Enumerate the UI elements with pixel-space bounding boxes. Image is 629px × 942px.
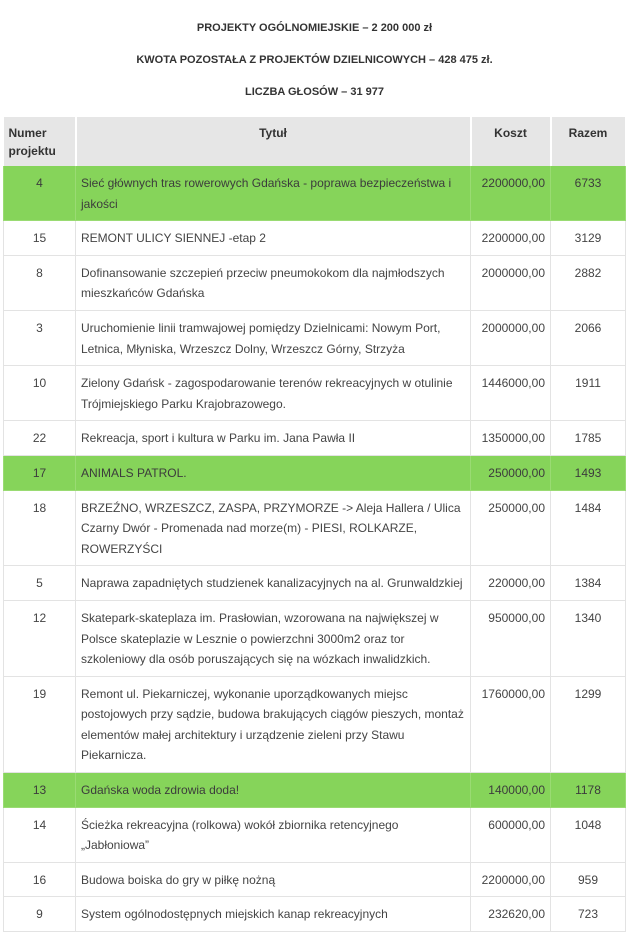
column-header-total: Razem xyxy=(551,117,626,166)
table-header-row xyxy=(4,117,626,166)
project-cost-cell: 250000,00 xyxy=(471,490,551,566)
project-number-cell: 15 xyxy=(4,221,76,256)
table-row xyxy=(4,421,626,456)
project-title-cell: ANIMALS PATROL. xyxy=(76,455,471,490)
table-row xyxy=(4,676,626,772)
project-total-cell: 1340 xyxy=(551,600,626,676)
project-number-cell: 14 xyxy=(4,807,76,862)
project-number-cell: 19 xyxy=(4,676,76,772)
project-cost-cell: 2200000,00 xyxy=(471,862,551,897)
results-table xyxy=(3,117,627,932)
project-cost-cell: 950000,00 xyxy=(471,600,551,676)
table-row xyxy=(4,221,626,256)
project-cost-cell: 2000000,00 xyxy=(471,310,551,365)
project-total-cell: 1911 xyxy=(551,366,626,421)
column-header-number-line1: Numer xyxy=(8,126,47,140)
project-number-cell: 9 xyxy=(4,897,76,932)
project-title-cell: Zielony Gdańsk - zagospodarowanie terenów rekreacyjnych w otulinie Trójmiejskiego Parku Krajobrazowego. xyxy=(76,366,471,421)
project-total-cell: 723 xyxy=(551,897,626,932)
summary-headers xyxy=(0,12,629,108)
project-title-cell: REMONT ULICY SIENNEJ -etap 2 xyxy=(76,221,471,256)
column-header-cost: Koszt xyxy=(471,117,551,166)
column-header-number xyxy=(4,117,76,166)
project-title-cell: Naprawa zapadniętych studzienek kanalizacyjnych na al. Grunwaldzkiej xyxy=(76,566,471,601)
project-total-cell: 959 xyxy=(551,862,626,897)
project-cost-cell: 140000,00 xyxy=(471,773,551,808)
project-total-cell: 2882 xyxy=(551,255,626,310)
project-cost-cell: 2200000,00 xyxy=(471,221,551,256)
table-row xyxy=(4,773,626,808)
table-row xyxy=(4,166,626,221)
project-total-cell: 1785 xyxy=(551,421,626,456)
project-number-cell: 10 xyxy=(4,366,76,421)
table-row xyxy=(4,310,626,365)
project-number-cell: 5 xyxy=(4,566,76,601)
project-title-cell: Ścieżka rekreacyjna (rolkowa) wokół zbiornika retencyjnego „Jabłoniowa” xyxy=(76,807,471,862)
column-header-number-line2: projektu xyxy=(8,144,56,158)
project-total-cell: 1384 xyxy=(551,566,626,601)
project-cost-cell: 600000,00 xyxy=(471,807,551,862)
project-number-cell: 13 xyxy=(4,773,76,808)
project-total-cell: 1484 xyxy=(551,490,626,566)
header-projects-citywide: PROJEKTY OGÓLNOMIEJSKIE – 2 200 000 zł xyxy=(196,22,433,34)
column-header-title: Tytuł xyxy=(76,117,471,166)
project-cost-cell: 2200000,00 xyxy=(471,166,551,221)
project-title-cell: Sieć głównych tras rowerowych Gdańska - poprawa bezpieczeństwa i jakości xyxy=(76,166,471,221)
project-title-cell: Dofinansowanie szczepień przeciw pneumokokom dla najmłodszych mieszkańców Gdańska xyxy=(76,255,471,310)
project-title-cell: BRZEŹNO, WRZESZCZ, ZASPA, PRZYMORZE -> Aleja Hallera / Ulica Czarny Dwór - Promenada nad morze(m) - PIESI, ROLKARZE, ROWERZYŚCI xyxy=(76,490,471,566)
table-row xyxy=(4,566,626,601)
project-title-cell: Budowa boiska do gry w piłkę nożną xyxy=(76,862,471,897)
project-title-cell: Uruchomienie linii tramwajowej pomiędzy Dzielnicami: Nowym Port, Letnica, Młyniska, Wrzeszcz Dolny, Wrzeszcz Górny, Strzyża xyxy=(76,310,471,365)
header-remaining-amount: KWOTA POZOSTAŁA Z PROJEKTÓW DZIELNICOWYCH – 428 475 zł. xyxy=(136,54,493,66)
project-total-cell: 1178 xyxy=(551,773,626,808)
project-total-cell: 1299 xyxy=(551,676,626,772)
project-number-cell: 12 xyxy=(4,600,76,676)
table-body xyxy=(4,166,626,932)
project-cost-cell: 2000000,00 xyxy=(471,255,551,310)
table-row xyxy=(4,897,626,932)
project-total-cell: 1048 xyxy=(551,807,626,862)
project-total-cell: 3129 xyxy=(551,221,626,256)
project-title-cell: System ogólnodostępnych miejskich kanap rekreacyjnych xyxy=(76,897,471,932)
project-total-cell: 6733 xyxy=(551,166,626,221)
table-row xyxy=(4,455,626,490)
project-number-cell: 4 xyxy=(4,166,76,221)
table-row xyxy=(4,490,626,566)
project-number-cell: 18 xyxy=(4,490,76,566)
table-row xyxy=(4,366,626,421)
table-row xyxy=(4,862,626,897)
project-number-cell: 8 xyxy=(4,255,76,310)
project-total-cell: 1493 xyxy=(551,455,626,490)
project-title-cell: Skatepark-skateplaza im. Prasłowian, wzorowana na największej w Polsce skateplazie w Lesznie o powierzchni 3000m2 oraz tor szkoleniowy dla osób poruszających się na wózkach inwalidzkich. xyxy=(76,600,471,676)
table-row xyxy=(4,807,626,862)
project-cost-cell: 232620,00 xyxy=(471,897,551,932)
table-row xyxy=(4,255,626,310)
project-title-cell: Rekreacja, sport i kultura w Parku im. Jana Pawła II xyxy=(76,421,471,456)
project-number-cell: 17 xyxy=(4,455,76,490)
project-title-cell: Gdańska woda zdrowia doda! xyxy=(76,773,471,808)
project-cost-cell: 1446000,00 xyxy=(471,366,551,421)
project-title-cell: Remont ul. Piekarniczej, wykonanie uporządkowanych miejsc postojowych przy sądzie, budowa brakujących ciągów pieszych, montaż elementów małej architektury i urządzenie zieleni przy Stawu Piekarnicza. xyxy=(76,676,471,772)
header-vote-count: LICZBA GŁOSÓW – 31 977 xyxy=(245,86,384,98)
project-cost-cell: 250000,00 xyxy=(471,455,551,490)
project-number-cell: 22 xyxy=(4,421,76,456)
project-cost-cell: 1350000,00 xyxy=(471,421,551,456)
project-cost-cell: 1760000,00 xyxy=(471,676,551,772)
project-cost-cell: 220000,00 xyxy=(471,566,551,601)
table-row xyxy=(4,600,626,676)
project-number-cell: 3 xyxy=(4,310,76,365)
project-number-cell: 16 xyxy=(4,862,76,897)
project-total-cell: 2066 xyxy=(551,310,626,365)
